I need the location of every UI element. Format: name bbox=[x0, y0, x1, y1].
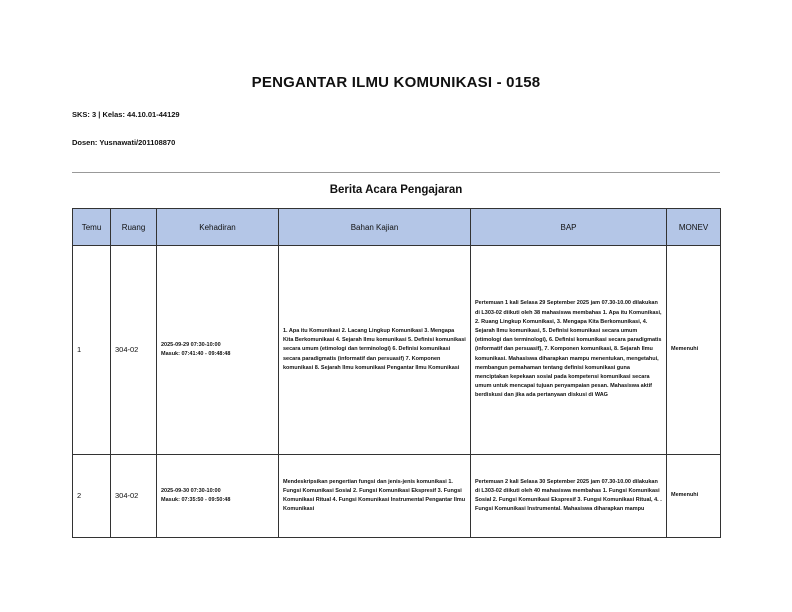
kehadiran-checkin: Masuk: 07:41:40 - 09:48:48 bbox=[161, 351, 231, 357]
cell-temu: 1 bbox=[73, 246, 111, 455]
cell-bap: Pertemuan 2 kali Selasa 30 September 2025 jam 07.30-10.00 dilakukan di L303-02 diikuti oleh 40 mahasiswa membahas 1. Fungsi Komunikasi Sosial 2. Fungsi Komunikasi Ekspresif 3. Fungsi Komunikasi Ritual, 4. . Fungsi Komunikasi Instrumental. Mahasiswa diharapkan mampu bbox=[471, 455, 667, 538]
cell-kehadiran bbox=[157, 246, 279, 455]
cell-bahan-kajian: Mendeskripsikan pengertian fungsi dan jenis-jenis komunikasi 1. Fungsi Komunikasi Sosial 2. Fungsi Komunikasi Ekspresif 3. Fungsi Komunikasi Ritual 4. Fungsi Komunikasi Instrumental Pengantar Ilmu Komunikasi bbox=[279, 455, 471, 538]
cell-temu: 2 bbox=[73, 455, 111, 538]
kehadiran-checkin: Masuk: 07:35:50 - 09:50:48 bbox=[161, 497, 231, 503]
cell-ruang: 304-02 bbox=[111, 246, 157, 455]
cell-bap: Pertemuan 1 kali Selasa 29 September 2025 jam 07.30-10.00 dilakukan di L303-02 diikuti oleh 38 mahasiswa membahas 1. Apa itu Komunikasi, 2. Ruang Lingkup Komunikasi, 3. Mengapa Kita Berkomunikasi, 4. Sejarah Ilmu komunikasi, 5. Definisi komunikasi secara umum (etimologi dan terminologi), 6. Definisi komunikasi secara paradigmatis (informatif dan persuasif), 7. Komponen komunikasi, 8. Sejarah Ilmu komunikasi. Mahasiswa diharapkan mampu menentukan, mengetahui, membangun pemahaman tentang definisi komunikasi guna menciptakan kepekaan sosial pada kompetensi komunikasi secara umum untuk mencapai tujuan penyampaian pesan. Mahasiswa aktif berdiskusi dan jika ada pertanyaan diskusi di WAG bbox=[471, 246, 667, 455]
cell-bahan-kajian: 1. Apa itu Komunikasi 2. Lacang Lingkup Komunikasi 3. Mengapa Kita Berkomunikasi 4. Sejarah Ilmu komunikasi 5. Definisi komunikasi secara umum (etimologi dan terminologi) 6. Definisi komunikasi secara paradigmatis (informatif dan persuasif) 7. Komponen komunikasi 8. Sejarah Ilmu komunikasi Pengantar Ilmu Komunikasi bbox=[279, 246, 471, 455]
bap-table bbox=[72, 208, 721, 538]
column-header-bap: BAP bbox=[471, 209, 667, 246]
table-row bbox=[73, 246, 721, 455]
kehadiran-schedule: 2025-09-29 07:30-10:00 bbox=[161, 341, 221, 348]
kehadiran-schedule: 2025-09-30 07:30-10:00 bbox=[161, 487, 221, 494]
lecturer-info: Dosen: Yusnawati/201108870 bbox=[72, 138, 176, 147]
column-header-kehadiran: Kehadiran bbox=[157, 209, 279, 246]
sks-class-info: SKS: 3 | Kelas: 44.10.01-44129 bbox=[72, 110, 180, 119]
course-title: PENGANTAR ILMU KOMUNIKASI - 0158 bbox=[251, 74, 541, 91]
section-title: Berita Acara Pengajaran bbox=[329, 184, 463, 196]
table-row bbox=[73, 455, 721, 538]
cell-monev: Memenuhi bbox=[667, 455, 721, 538]
cell-ruang: 304-02 bbox=[111, 455, 157, 538]
column-header-bahan-kajian: Bahan Kajian bbox=[279, 209, 471, 246]
column-header-temu: Temu bbox=[73, 209, 111, 246]
column-header-ruang: Ruang bbox=[111, 209, 157, 246]
cell-kehadiran bbox=[157, 455, 279, 538]
cell-monev: Memenuhi bbox=[667, 246, 721, 455]
table-header-row bbox=[73, 209, 721, 246]
column-header-monev: MONEV bbox=[667, 209, 721, 246]
header-divider bbox=[72, 172, 720, 173]
